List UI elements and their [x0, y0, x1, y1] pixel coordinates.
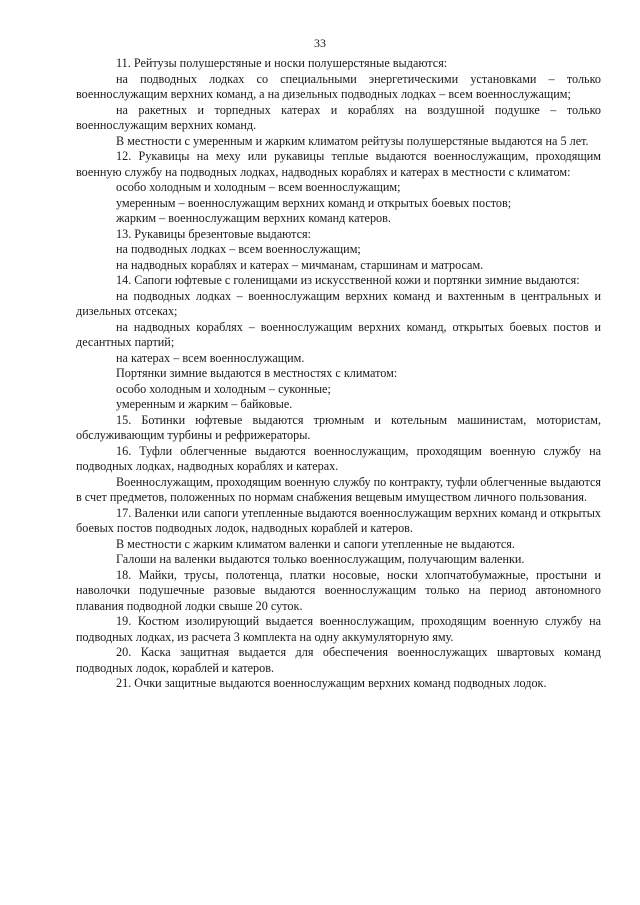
paragraph-11-submarines: на подводных лодках со специальными энергетическими установками – только военнослужащим верхних команд, а на дизельных подводных лодках – всем военнослужащим;	[76, 71, 601, 101]
paragraph-13: 13. Рукавицы брезентовые выдаются:	[116, 226, 311, 241]
paragraph-17-hot: В местности с жарким климатом валенки и сапоги утепленные не выдаются.	[116, 536, 515, 551]
paragraph-11-boats: на ракетных и торпедных катерах и кораблях на воздушной подушке – только военнослужащим верхних команд.	[76, 102, 601, 132]
paragraph-14: 14. Сапоги юфтевые с голенищами из искусственной кожи и портянки зимние выдаются:	[116, 273, 580, 287]
paragraph-14-moderate: умеренным и жарким – байковые.	[116, 397, 293, 411]
paragraph-19: 19. Костюм изолирующий выдается военнослужащим, проходящим военную службу на подводных лодках, из расчета 3 комплекта на одну аккумуляторную яму.	[76, 614, 601, 644]
paragraph-14-footwraps: Портянки зимние выдаются в местностях с климатом:	[116, 366, 398, 380]
paragraph-14-submarines: на подводных лодках – военнослужащим верхних команд и вахтенным в центральных и дизельных отсеках;	[76, 288, 601, 318]
paragraph-18: 18. Майки, трусы, полотенца, платки носовые, носки хлопчатобумажные, простыни и наволочки подушечные разовые выдаются военнослужащим только на период автономного плавания подводной лодки свыше 20 суток.	[76, 567, 601, 613]
paragraph-12-cold: особо холодным и холодным – всем военнослужащим;	[116, 180, 401, 194]
paragraph-16-contract: Военнослужащим, проходящим военную службу по контракту, туфли облегченные выдаются в счет предметов, положенных по нормам снабжения вещевым имуществом личного пользования.	[76, 474, 601, 504]
paragraph-21: 21. Очки защитные выдаются военнослужащим верхних команд подводных лодок.	[116, 676, 547, 690]
paragraph-12-hot: жарким – военнослужащим верхних команд катеров.	[116, 211, 391, 225]
paragraph-13-submarines: на подводных лодках – всем военнослужащим;	[116, 242, 361, 256]
paragraph-13-ships: на надводных кораблях и катерах – мичманам, старшинам и матросам.	[116, 257, 484, 272]
paragraph-12: 12. Рукавицы на меху или рукавицы теплые выдаются военнослужащим, проходящим военную службу на подводных лодках, надводных кораблях и катерах в местности с климатом:	[76, 149, 601, 179]
paragraph-12-moderate: умеренным – военнослужащим верхних команд и открытых боевых постов;	[116, 195, 512, 210]
paragraph-14-cold: особо холодным и холодным – суконные;	[116, 381, 331, 396]
paragraph-16: 16. Туфли облегченные выдаются военнослужащим, проходящим военную службу на подводных лодках, надводных кораблях и катерах.	[76, 443, 601, 473]
paragraph-14-ships: на надводных кораблях – военнослужащим верхних команд, открытых боевых постов и десантных партий;	[76, 319, 601, 349]
paragraph-14-boats: на катерах – всем военнослужащим.	[116, 350, 305, 365]
paragraph-15: 15. Ботинки юфтевые выдаются трюмным и котельным машинистам, мотористам, обслуживающим турбины и рефрижераторы.	[76, 412, 601, 442]
paragraph-20: 20. Каска защитная выдается для обеспечения военнослужащих швартовых команд подводных лодок, кораблей и катеров.	[76, 645, 601, 675]
paragraph-11-climate: В местности с умеренным и жарким климатом рейтузы полушерстяные выдаются на 5 лет.	[116, 133, 589, 148]
paragraph-17-galoshes: Галоши на валенки выдаются только военнослужащим, получающим валенки.	[116, 552, 525, 566]
page-number: 33	[314, 36, 326, 50]
paragraph-11: 11. Рейтузы полушерстяные и носки полушерстяные выдаются:	[116, 56, 448, 70]
document-body	[76, 56, 601, 692]
paragraph-17: 17. Валенки или сапоги утепленные выдаются военнослужащим верхних команд и открытых боевых постов подводных лодок, надводных кораблей и катеров.	[76, 505, 601, 535]
